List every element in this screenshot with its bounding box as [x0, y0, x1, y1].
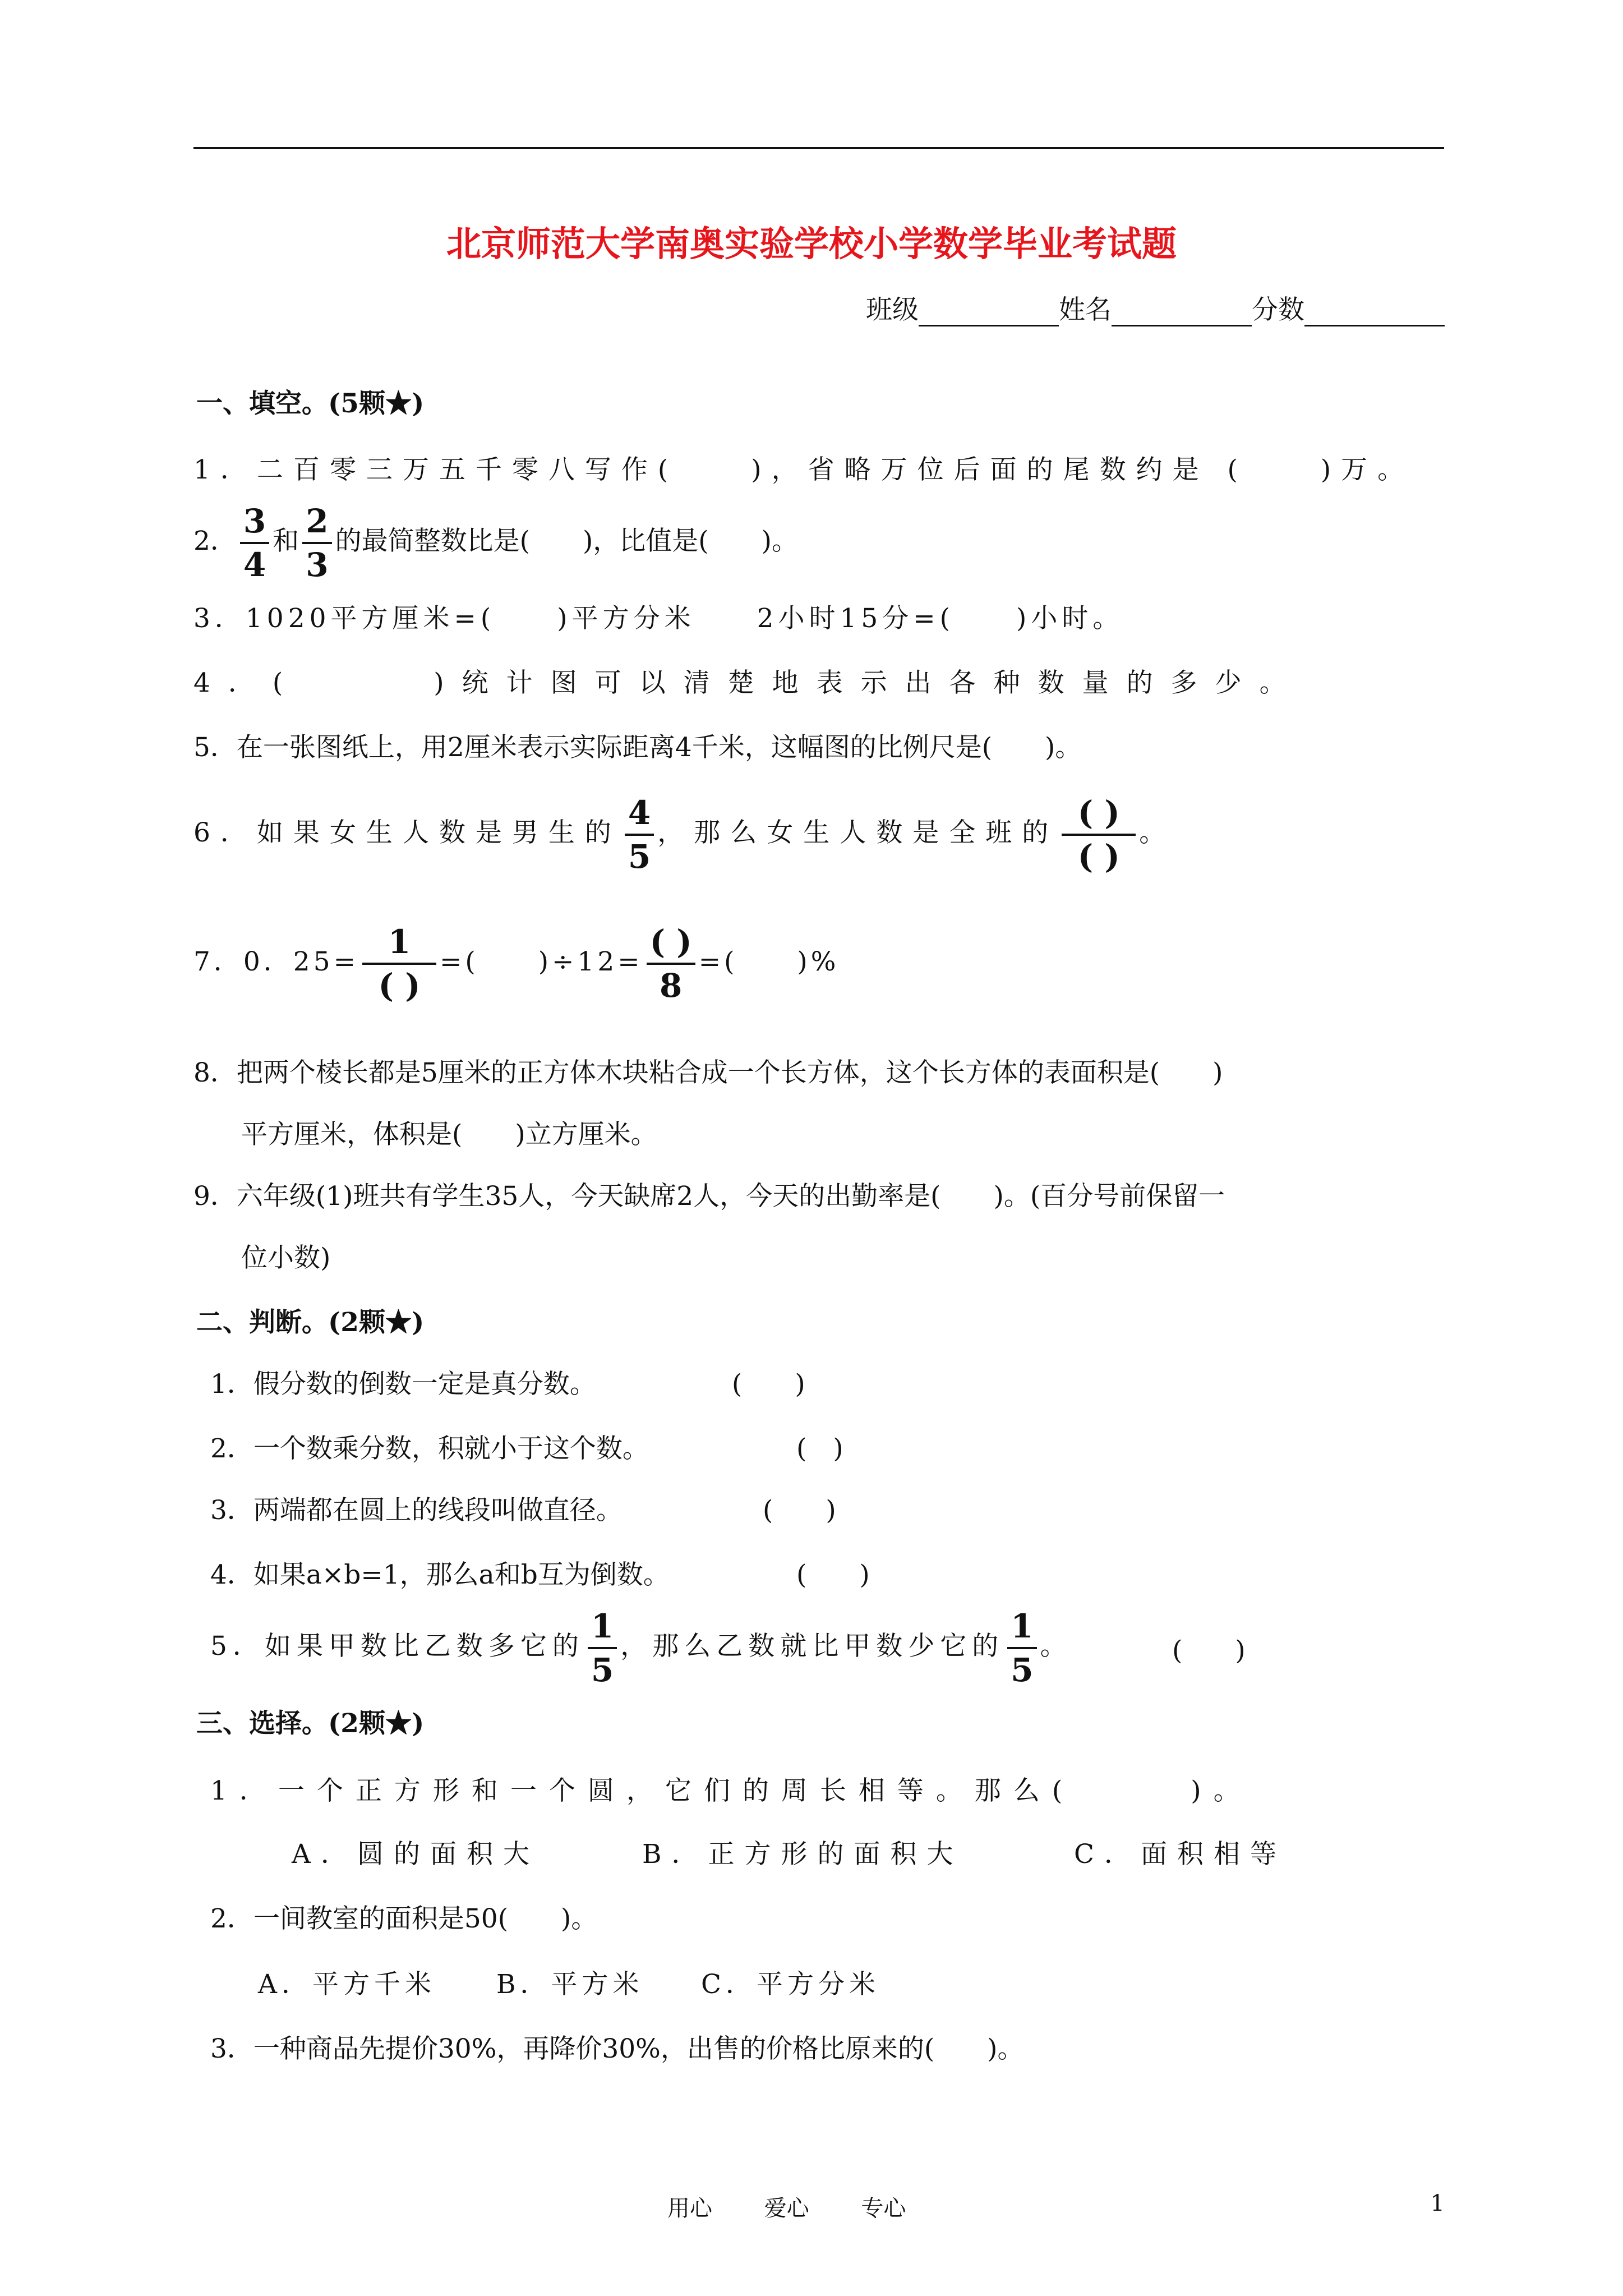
class-label: 班级 — [866, 295, 919, 325]
section-3-heading: 三、选择。(2颗★) — [196, 1708, 425, 1739]
student-info — [866, 289, 1445, 326]
question-3-2-option-a: A．平方千米 — [258, 1969, 436, 2000]
question-2-4-answer: ( ) — [796, 1559, 870, 1590]
question-1-6: 6．如果女生人数是男生的 $\frac{4}{5}$ ，那么女生人数是全班的 $\frac{( )}{( )}$ 。 — [193, 794, 1176, 876]
header-rule — [193, 147, 1444, 149]
section-1-heading: 一、填空。(5颗★) — [196, 388, 425, 419]
question-2-3: 3．两端都在圆上的线段叫做直径。 — [210, 1495, 623, 1526]
page-number: 1 — [1430, 2191, 1445, 2216]
question-2-5: 5．如果甲数比乙数多它的 $\frac{1}{5}$ ，那么乙数就比甲数少它的 $\frac{1}{5}$ 。 — [210, 1607, 1072, 1689]
question-1-9-line-1: 9．六年级(1)班共有学生35人，今天缺席2人，今天的出勤率是( )。(百分号前保留一 — [193, 1181, 1225, 1212]
question-3-2-option-b: B．平方米 — [496, 1969, 644, 2000]
question-1-1: 1．二百零三万五千零八写作( )，省略万位后面的尾数约是 ( )万。 — [193, 454, 1414, 485]
question-2-5-answer: ( ) — [1172, 1635, 1246, 1666]
section-2-heading: 二、判断。(2颗★) — [196, 1307, 425, 1338]
question-1-2: 2． $\frac{3}{4}$ 和 $\frac{2}{3}$ 的最简整数比是( )，比值是( )。 — [193, 502, 798, 584]
fraction-1-5-second: $\frac{1}{5}$ — [1007, 1610, 1036, 1686]
fraction-1-blank: $\frac{1}{( )}$ — [362, 926, 436, 1002]
question-1-5: 5．在一张图纸上，用2厘米表示实际距离4千米，这幅图的比例尺是( )。 — [193, 732, 1082, 763]
question-1-4: 4．( )统计图可以清楚地表示出各种数量的多少。 — [193, 668, 1304, 698]
question-2-1: 1．假分数的倒数一定是真分数。 — [210, 1369, 596, 1400]
question-3-2: 2．一间教室的面积是50( )。 — [210, 1903, 598, 1934]
question-1-9-line-2: 位小数) — [241, 1243, 331, 1273]
question-3-1: 1．一个正方形和一个圆，它们的周长相等。那么( )。 — [210, 1775, 1252, 1806]
score-blank — [1304, 296, 1445, 326]
question-2-1-answer: ( ) — [732, 1369, 805, 1400]
fraction-2-3: $\frac{2}{3}$ — [302, 505, 331, 581]
fraction-blank-8: $\frac{( )}{8}$ — [647, 926, 695, 1002]
question-3-2-option-c: C．平方分米 — [701, 1969, 880, 2000]
question-1-3: 3．1020平方厘米=( )平方分米 2小时15分=( )小时。 — [193, 603, 1124, 634]
fraction-1-5: $\frac{1}{5}$ — [588, 1610, 617, 1686]
question-1-7: 7．0．25= $\frac{1}{( )}$ =( )÷12= $\frac{( )}{8}$ =( )% — [193, 923, 840, 1005]
score-label: 分数 — [1252, 295, 1304, 325]
question-3-3: 3．一种商品先提价30%，再降价30%，出售的价格比原来的( )。 — [210, 2033, 1024, 2064]
question-1-8-line-1: 8．把两个棱长都是5厘米的正方体木块粘合成一个长方体，这个长方体的表面积是( ) — [193, 1057, 1223, 1088]
fraction-4-5: $\frac{4}{5}$ — [625, 797, 654, 873]
name-label: 姓名 — [1059, 295, 1112, 325]
page-title: 北京师范大学南奥实验学校小学数学毕业考试题 — [446, 223, 1177, 264]
question-2-2: 2．一个数乘分数，积就小于这个数。 — [210, 1433, 649, 1464]
question-1-8-line-2: 平方厘米，体积是( )立方厘米。 — [241, 1119, 657, 1150]
question-2-4: 4．如果a×b=1，那么a和b互为倒数。 — [210, 1559, 670, 1590]
fraction-blank: $\frac{( )}{( )}$ — [1062, 797, 1136, 873]
question-3-1-option-c: C．面积相等 — [1074, 1839, 1287, 1870]
class-blank — [919, 296, 1059, 326]
footer-motto: 用心 爱心 专心 — [667, 2196, 906, 2221]
question-2-2-answer: ( ) — [796, 1433, 843, 1464]
name-blank — [1112, 296, 1252, 326]
fraction-3-4: $\frac{3}{4}$ — [240, 505, 269, 581]
question-3-1-option-a: A．圆的面积大 — [292, 1839, 540, 1870]
question-2-3-answer: ( ) — [763, 1495, 836, 1526]
question-3-1-option-b: B．正方形的面积大 — [642, 1839, 963, 1870]
